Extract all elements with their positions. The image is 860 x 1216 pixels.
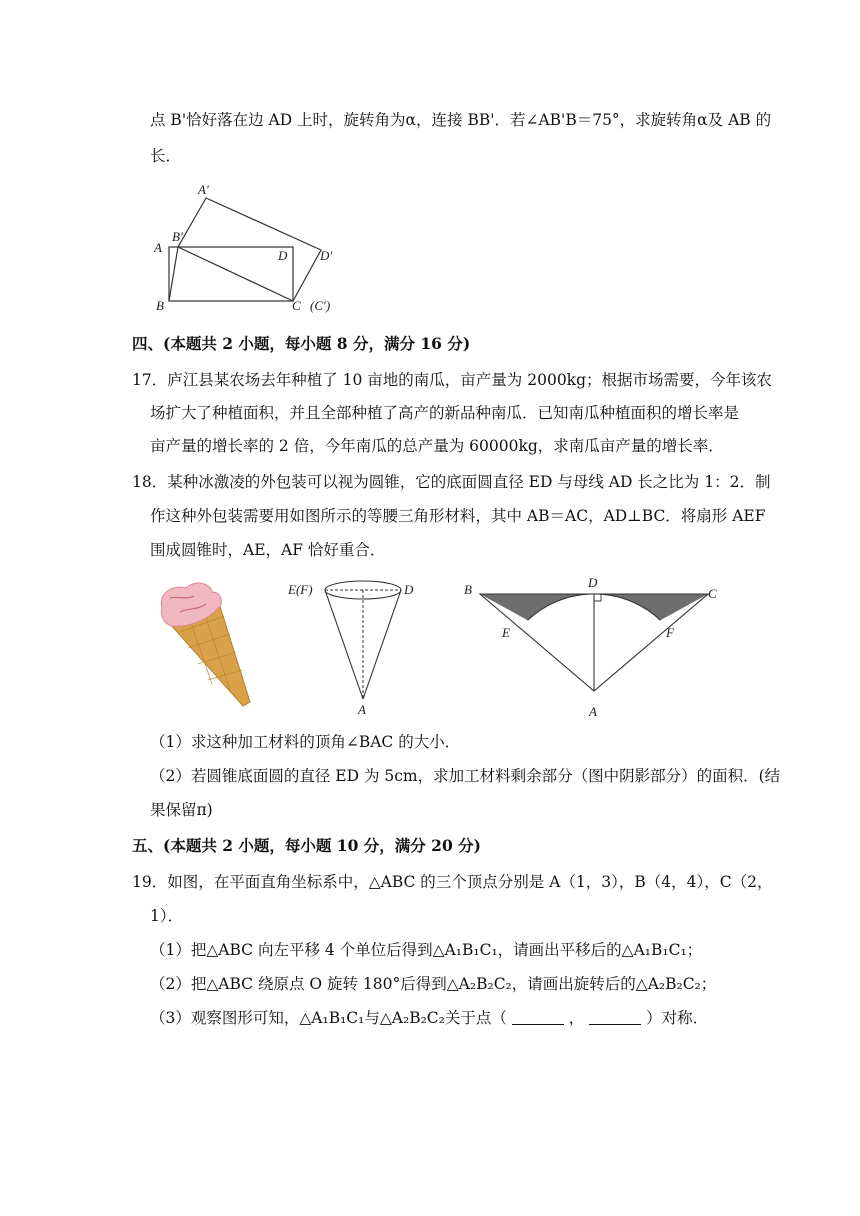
label-a-prime: A′	[198, 182, 209, 197]
q19-part3-prefix: （3）观察图形可知，△A₁B₁C₁与△A₂B₂C₂关于点（	[150, 1009, 507, 1027]
q19-part2: （2）把△ABC 绕原点 O 旋转 180°后得到△A₂B₂C₂，请画出旋转后的△A₂B₂C₂；	[150, 975, 717, 993]
answer-blank-x[interactable]	[512, 1010, 564, 1025]
cone-diagram	[286, 574, 426, 722]
shaded-region-left	[480, 594, 594, 620]
segment-bb-prime	[169, 247, 178, 301]
sector-label-d: D	[588, 575, 598, 590]
q19-text-line1: 19．如图，在平面直角坐标系中，△ABC 的三个顶点分别是 A（1，3），B（4，4），C（2，	[132, 873, 773, 891]
q18-text-line3: 围成圆锥时，AE，AF 恰好重合．	[150, 541, 386, 559]
label-b: B	[156, 298, 164, 313]
q16-text-line2: 长．	[150, 147, 182, 165]
q18-part1: （1）求这种加工材料的顶角∠BAC 的大小．	[150, 733, 461, 751]
q19-part3-suffix: ）对称．	[646, 1009, 709, 1027]
sector-label-c: C	[708, 586, 717, 601]
q18-part2-line2: 果保留π)	[150, 801, 213, 819]
sector-label-b: B	[464, 582, 472, 597]
q19-text-line2: 1）．	[150, 907, 184, 925]
shaded-region-right	[594, 594, 708, 620]
ice-cream-image	[150, 578, 260, 710]
sector-label-e: E	[502, 625, 510, 640]
sector-label-f: F	[666, 625, 674, 640]
q17-text-line2: 场扩大了种植面积，并且全部种植了高产的新品种南瓜．已知南瓜种植面积的增长率是	[150, 404, 740, 422]
rectangle-rotated	[178, 198, 321, 301]
rotation-rectangle-figure	[150, 178, 350, 318]
answer-blank-y[interactable]	[589, 1010, 641, 1025]
q19-part1: （1）把△ABC 向左平移 4 个单位后得到△A₁B₁C₁，请画出平移后的△A₁B₁C₁；	[150, 941, 703, 959]
label-c-prime: (C′)	[310, 298, 331, 313]
q18-part2-line1: （2）若圆锥底面圆的直径 ED 为 5cm，求加工材料剩余部分（图中阴影部分）的面积．(结	[150, 767, 781, 785]
q19-part3	[150, 1008, 708, 1028]
q17-text-line3: 亩产量的增长率的 2 倍，今年南瓜的总产量为 60000kg，求南瓜亩产量的增长率．	[150, 437, 724, 455]
q18-text-line2: 作这种外包装需要用如图所示的等腰三角形材料，其中 AB＝AC，AD⊥BC．将扇形 AEF	[150, 507, 766, 525]
section5-heading: 五、(本题共 2 小题，每小题 10 分，满分 20 分)	[132, 836, 481, 855]
cone-label-ef: E(F)	[288, 582, 313, 597]
label-c: C	[292, 298, 301, 313]
sector-triangle-diagram	[456, 574, 732, 722]
sector-label-a: A	[589, 704, 597, 719]
label-b-prime: B′	[172, 229, 183, 244]
q19-part3-comma: ，	[568, 1009, 585, 1027]
cone-label-a: A	[358, 702, 366, 717]
cone-label-d: D	[404, 582, 414, 597]
label-d-prime: D′	[320, 248, 333, 263]
section4-heading: 四、(本题共 2 小题，每小题 8 分，满分 16 分)	[132, 334, 471, 353]
label-a: A	[154, 240, 162, 255]
q17-text-line1: 17．庐江县某农场去年种植了 10 亩地的南瓜，亩产量为 2000kg；根据市场需要，今年该农	[132, 371, 772, 389]
q18-text-line1: 18．某种冰激凌的外包装可以视为圆锥，它的底面圆直径 ED 与母线 AD 长之比为 1：2．制	[132, 473, 771, 491]
label-d: D	[278, 248, 288, 263]
q16-text-line1: 点 B'恰好落在边 AD 上时，旋转角为α，连接 BB'．若∠AB'B＝75°，求旋转角α及 AB 的	[150, 111, 772, 129]
